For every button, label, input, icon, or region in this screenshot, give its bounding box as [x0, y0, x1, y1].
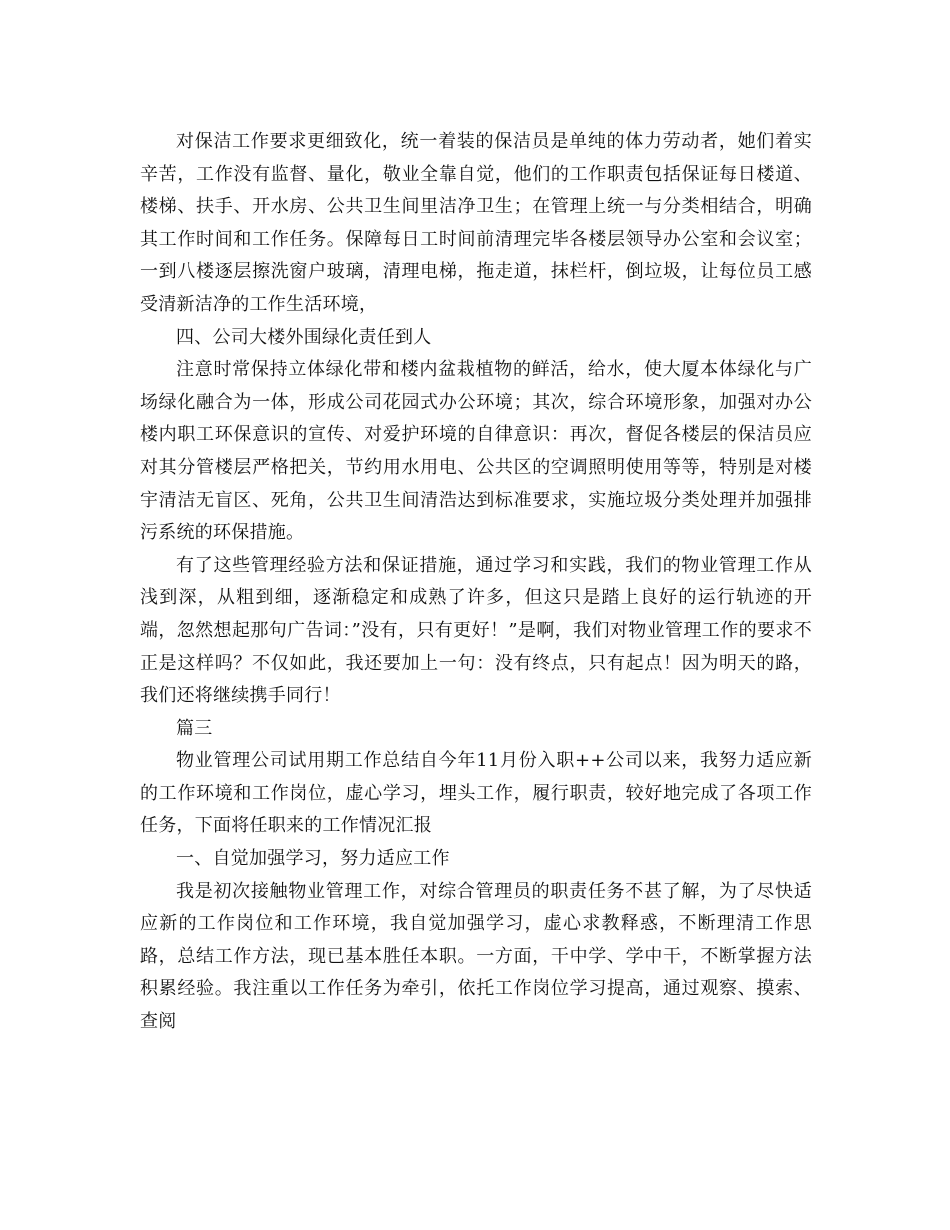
document-body	[140, 126, 812, 1039]
paragraph-greening-details: 注意时常保持立体绿化带和楼内盆栽植物的鲜活，给水，使大厦本体绿化与广场绿化融合为一体，形成公司花园式办公环境；其次，综合环境形象，加强对办公楼内职工环保意识的宣传、对爱护环境的自律意识：再次，督促各楼层的保洁员应对其分管楼层严格把关，节约用水用电、公共区的空调照明使用等等，特别是对楼宇清洁无盲区、死角，公共卫生间清浩达到标准要求，实施垃圾分类处理并加强排污系统的环保措施。	[140, 359, 812, 544]
paragraph-experience-summary: 有了这些管理经验方法和保证措施，通过学习和实践，我们的物业管理工作从浅到深，从粗到细，逐渐稳定和成熟了许多，但这只是踏上良好的运行轨迹的开端，忽然想起那句广告词：”没有，只有更好！”是啊，我们对物业管理工作的要求不正是这样吗？不仅如此，我还要加上一句：没有终点，只有起点！因为明天的路，我们还将继续携手同行！	[140, 554, 812, 707]
heading-part-three: 篇三	[176, 717, 213, 739]
paragraph-self-study-details: 我是初次接触物业管理工作，对综合管理员的职责任务不甚了解，为了尽快适应新的工作岗位和工作环境，我自觉加强学习，虚心求教释惑，不断理清工作思路，总结工作方法，现已基本胜任本职。一方面，干中学、学中干，不断掌握方法积累经验。我注重以工作任务为牵引，依托工作岗位学习提高，通过观察、摸索、查阅	[140, 880, 812, 1033]
paragraph-cleaning-requirements: 对保洁工作要求更细致化，统一着装的保洁员是单纯的体力劳动者，她们着实辛苦，工作没有监督、量化，敬业全靠自觉，他们的工作职责包括保证每日楼道、楼梯、扶手、开水房、公共卫生间里洁净卫生；在管理上统一与分类相结合，明确其工作时间和工作任务。保障每日工时间前清理完毕各楼层领导办公室和会议室；一到八楼逐层擦洗窗户玻璃，清理电梯，拖走道，抹栏杆，倒垃圾，让每位员工感受清新洁净的工作生活环境，	[140, 131, 812, 315]
heading-self-study: 一、自觉加强学习，努力适应工作	[176, 848, 450, 870]
heading-greening-responsibility: 四、公司大楼外围绿化责任到人	[176, 326, 432, 348]
paragraph-probation-intro: 物业管理公司试用期工作总结自今年11月份入职++公司以来，我努力适应新的工作环境和工作岗位，虚心学习，埋头工作，履行职责，较好地完成了各项工作任务，下面将任职来的工作情况汇报	[140, 750, 812, 837]
